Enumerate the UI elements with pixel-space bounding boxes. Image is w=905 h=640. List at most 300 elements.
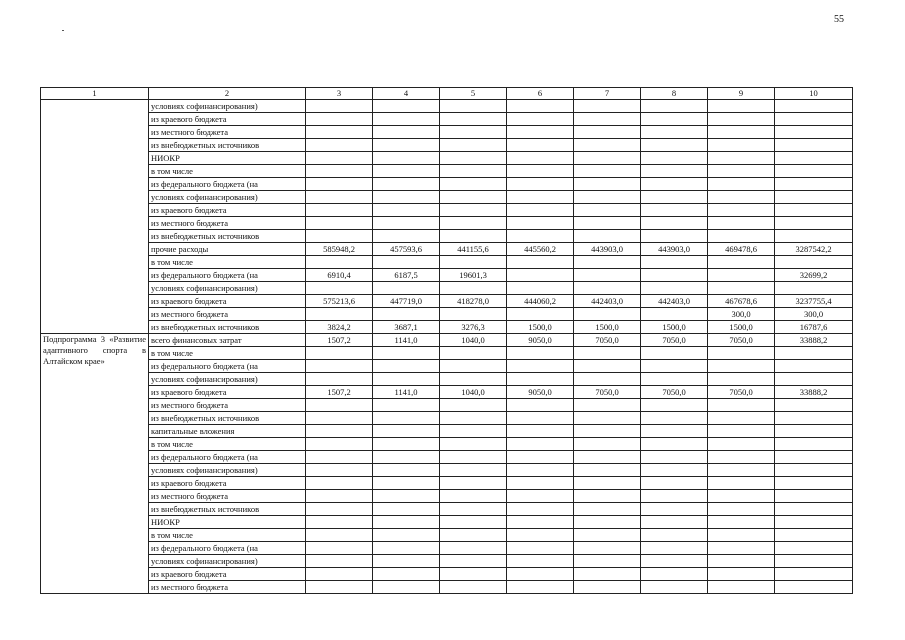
value-cell [373,490,440,503]
value-cell [775,204,853,217]
value-cell [306,217,373,230]
value-cell [708,490,775,503]
value-cell [440,347,507,360]
budget-table [40,87,853,594]
row-label: из местного бюджета [149,217,306,230]
value-cell [708,152,775,165]
value-cell [306,399,373,412]
value-cell [373,360,440,373]
table-row [41,477,853,490]
value-cell [306,308,373,321]
value-cell [373,152,440,165]
table-row [41,438,853,451]
value-cell [373,399,440,412]
value-cell: 457593,6 [373,243,440,256]
value-cell [306,256,373,269]
row-label: в том числе [149,438,306,451]
value-cell [507,425,574,438]
value-cell [708,217,775,230]
table-row [41,178,853,191]
value-cell [708,412,775,425]
value-cell [306,360,373,373]
table-row [41,321,853,334]
page-number: 55 [834,14,844,25]
value-cell [440,399,507,412]
value-cell [306,412,373,425]
value-cell [507,230,574,243]
table-row [41,529,853,542]
value-cell: 300,0 [775,308,853,321]
value-cell [641,399,708,412]
row-label: из местного бюджета [149,581,306,594]
value-cell [708,464,775,477]
value-cell [641,204,708,217]
value-cell [641,412,708,425]
value-cell: 16787,6 [775,321,853,334]
value-cell [440,204,507,217]
table-row [41,425,853,438]
row-label: из внебюджетных источников [149,321,306,334]
value-cell [507,477,574,490]
value-cell [641,568,708,581]
value-cell [306,204,373,217]
value-cell [641,360,708,373]
value-cell [306,490,373,503]
row-label: из краевого бюджета [149,386,306,399]
value-cell: 1500,0 [641,321,708,334]
value-cell [373,529,440,542]
value-cell [440,529,507,542]
value-cell [507,412,574,425]
column-header: 10 [775,88,853,100]
value-cell [507,282,574,295]
row-label: из местного бюджета [149,399,306,412]
value-cell [306,373,373,386]
value-cell [708,126,775,139]
value-cell [306,516,373,529]
row-label: в том числе [149,529,306,542]
value-cell: 7050,0 [708,334,775,347]
value-cell [373,555,440,568]
value-cell [440,282,507,295]
value-cell [574,516,641,529]
value-cell: 444060,2 [507,295,574,308]
value-cell [373,126,440,139]
value-cell [306,438,373,451]
row-label: условиях софинансирования) [149,373,306,386]
value-cell [440,217,507,230]
column-header: 7 [574,88,641,100]
value-cell [373,217,440,230]
value-cell: 418278,0 [440,295,507,308]
table-row [41,581,853,594]
value-cell [775,113,853,126]
value-cell [708,139,775,152]
table-row [41,100,853,113]
table-row [41,217,853,230]
value-cell [708,113,775,126]
value-cell [708,269,775,282]
value-cell [507,100,574,113]
table-row [41,360,853,373]
value-cell [708,477,775,490]
value-cell [574,191,641,204]
table-row [41,399,853,412]
value-cell [775,399,853,412]
value-cell [574,178,641,191]
row-label: условиях софинансирования) [149,464,306,477]
value-cell [708,165,775,178]
value-cell [440,152,507,165]
value-cell [373,503,440,516]
row-label: из местного бюджета [149,490,306,503]
value-cell [708,516,775,529]
value-cell: 3237755,4 [775,295,853,308]
value-cell [775,464,853,477]
value-cell [775,126,853,139]
value-cell [574,308,641,321]
value-cell: 443903,0 [574,243,641,256]
value-cell: 442403,0 [574,295,641,308]
value-cell [373,516,440,529]
value-cell [306,113,373,126]
value-cell [507,542,574,555]
row-label: из федерального бюджета (на [149,360,306,373]
value-cell: 9050,0 [507,334,574,347]
value-cell [440,360,507,373]
value-cell [373,100,440,113]
value-cell [306,100,373,113]
value-cell [641,347,708,360]
value-cell [306,503,373,516]
value-cell [574,568,641,581]
table-row [41,282,853,295]
column-header: 1 [41,88,149,100]
value-cell [775,360,853,373]
value-cell [574,451,641,464]
table-row [41,490,853,503]
value-cell [641,373,708,386]
value-cell [306,542,373,555]
value-cell [574,360,641,373]
value-cell [775,139,853,152]
value-cell [641,191,708,204]
value-cell [507,568,574,581]
value-cell [641,555,708,568]
value-cell [641,256,708,269]
value-cell [507,256,574,269]
value-cell [775,347,853,360]
table-row [41,256,853,269]
table-row [41,126,853,139]
value-cell [373,178,440,191]
table-row [41,191,853,204]
value-cell [507,126,574,139]
value-cell: 1141,0 [373,334,440,347]
value-cell [641,438,708,451]
value-cell [440,165,507,178]
program-cell [41,100,149,334]
value-cell [373,347,440,360]
value-cell: 467678,6 [708,295,775,308]
value-cell [373,412,440,425]
row-label: из федерального бюджета (на [149,178,306,191]
row-label: условиях софинансирования) [149,191,306,204]
value-cell [775,542,853,555]
value-cell [574,126,641,139]
value-cell [574,425,641,438]
value-cell [440,178,507,191]
table-row [41,412,853,425]
value-cell [775,412,853,425]
value-cell: 19601,3 [440,269,507,282]
value-cell [373,477,440,490]
value-cell: 441155,6 [440,243,507,256]
value-cell [641,113,708,126]
value-cell [373,282,440,295]
value-cell [306,139,373,152]
value-cell [574,139,641,152]
header-row [41,88,853,100]
value-cell [775,282,853,295]
table-row [41,568,853,581]
value-cell [708,360,775,373]
table-row [41,503,853,516]
value-cell [507,308,574,321]
value-cell [574,165,641,178]
value-cell [708,282,775,295]
value-cell [306,126,373,139]
value-cell [306,165,373,178]
value-cell [507,113,574,126]
value-cell [708,178,775,191]
value-cell [440,126,507,139]
value-cell [708,256,775,269]
row-label: из федерального бюджета (на [149,451,306,464]
value-cell: 442403,0 [641,295,708,308]
value-cell [641,451,708,464]
value-cell [574,204,641,217]
value-cell [306,464,373,477]
value-cell: 9050,0 [507,386,574,399]
row-label: из краевого бюджета [149,204,306,217]
value-cell [775,568,853,581]
row-label: из внебюджетных источников [149,503,306,516]
value-cell: 3276,3 [440,321,507,334]
value-cell [373,308,440,321]
value-cell [574,217,641,230]
row-label: из федерального бюджета (на [149,542,306,555]
value-cell [708,529,775,542]
value-cell [775,152,853,165]
value-cell [641,165,708,178]
value-cell [641,464,708,477]
value-cell [708,438,775,451]
value-cell [440,542,507,555]
value-cell [641,490,708,503]
value-cell [440,373,507,386]
value-cell [373,165,440,178]
table-row [41,230,853,243]
value-cell [775,425,853,438]
table-row [41,386,853,399]
value-cell [708,191,775,204]
value-cell [507,139,574,152]
row-label: из краевого бюджета [149,113,306,126]
value-cell [708,555,775,568]
value-cell [775,451,853,464]
value-cell [574,100,641,113]
value-cell [507,490,574,503]
row-label: из краевого бюджета [149,477,306,490]
table-row [41,451,853,464]
value-cell [775,529,853,542]
value-cell [507,464,574,477]
value-cell [775,581,853,594]
value-cell: 7050,0 [574,334,641,347]
value-cell [373,256,440,269]
value-cell [708,373,775,386]
row-label: из внебюджетных источников [149,139,306,152]
value-cell [708,100,775,113]
column-header: 8 [641,88,708,100]
value-cell [708,347,775,360]
value-cell [306,230,373,243]
value-cell [775,438,853,451]
value-cell [708,542,775,555]
value-cell [373,139,440,152]
value-cell [373,568,440,581]
value-cell: 1040,0 [440,334,507,347]
value-cell [641,152,708,165]
row-label: из краевого бюджета [149,568,306,581]
row-label: прочие расходы [149,243,306,256]
value-cell [306,555,373,568]
value-cell [775,230,853,243]
value-cell: 445560,2 [507,243,574,256]
value-cell [440,581,507,594]
value-cell: 7050,0 [574,386,641,399]
value-cell [373,373,440,386]
table-row [41,269,853,282]
value-cell [440,425,507,438]
value-cell [641,516,708,529]
value-cell [440,412,507,425]
value-cell [507,347,574,360]
value-cell [708,451,775,464]
row-label: в том числе [149,256,306,269]
value-cell [641,230,708,243]
value-cell [373,425,440,438]
value-cell [440,464,507,477]
value-cell [306,191,373,204]
column-header: 2 [149,88,306,100]
table-row [41,139,853,152]
value-cell [440,256,507,269]
value-cell [373,191,440,204]
value-cell [708,581,775,594]
column-header: 3 [306,88,373,100]
value-cell [574,529,641,542]
row-label: из краевого бюджета [149,295,306,308]
value-cell [708,568,775,581]
value-cell [641,100,708,113]
value-cell [306,581,373,594]
value-cell [574,269,641,282]
value-cell [775,178,853,191]
value-cell: 6187,5 [373,269,440,282]
value-cell [440,230,507,243]
row-label: из федерального бюджета (на [149,269,306,282]
table-row [41,243,853,256]
row-label: из местного бюджета [149,126,306,139]
value-cell [574,256,641,269]
value-cell: 575213,6 [306,295,373,308]
value-cell [574,412,641,425]
value-cell [306,425,373,438]
row-label: из внебюджетных источников [149,412,306,425]
value-cell [641,217,708,230]
value-cell [641,529,708,542]
value-cell [507,581,574,594]
scan-speck [62,30,64,31]
value-cell: 443903,0 [641,243,708,256]
value-cell [306,347,373,360]
value-cell: 3287542,2 [775,243,853,256]
table-row [41,204,853,217]
program-name: Подпрограмма 3 «Развитие адаптивного спорта в Алтайском крае» [41,334,149,594]
value-cell [574,438,641,451]
table-row [41,464,853,477]
value-cell [440,139,507,152]
table-row [41,542,853,555]
table-row [41,152,853,165]
value-cell [574,282,641,295]
value-cell [507,516,574,529]
row-label: из внебюджетных источников [149,230,306,243]
value-cell [440,503,507,516]
value-cell [507,217,574,230]
value-cell [373,464,440,477]
row-label: капитальные вложения [149,425,306,438]
value-cell [641,425,708,438]
row-label: условиях софинансирования) [149,555,306,568]
value-cell [507,451,574,464]
value-cell [440,568,507,581]
row-label: в том числе [149,165,306,178]
value-cell [306,529,373,542]
table-row [41,113,853,126]
table-row [41,334,853,347]
value-cell [507,165,574,178]
value-cell: 1500,0 [507,321,574,334]
value-cell [641,477,708,490]
table-row [41,308,853,321]
value-cell [507,204,574,217]
value-cell [440,100,507,113]
table-row [41,555,853,568]
value-cell: 7050,0 [641,386,708,399]
value-cell [641,581,708,594]
value-cell: 3687,1 [373,321,440,334]
value-cell [574,399,641,412]
value-cell [507,503,574,516]
value-cell [306,568,373,581]
table-row [41,165,853,178]
value-cell [708,399,775,412]
value-cell [641,308,708,321]
value-cell: 1507,2 [306,386,373,399]
